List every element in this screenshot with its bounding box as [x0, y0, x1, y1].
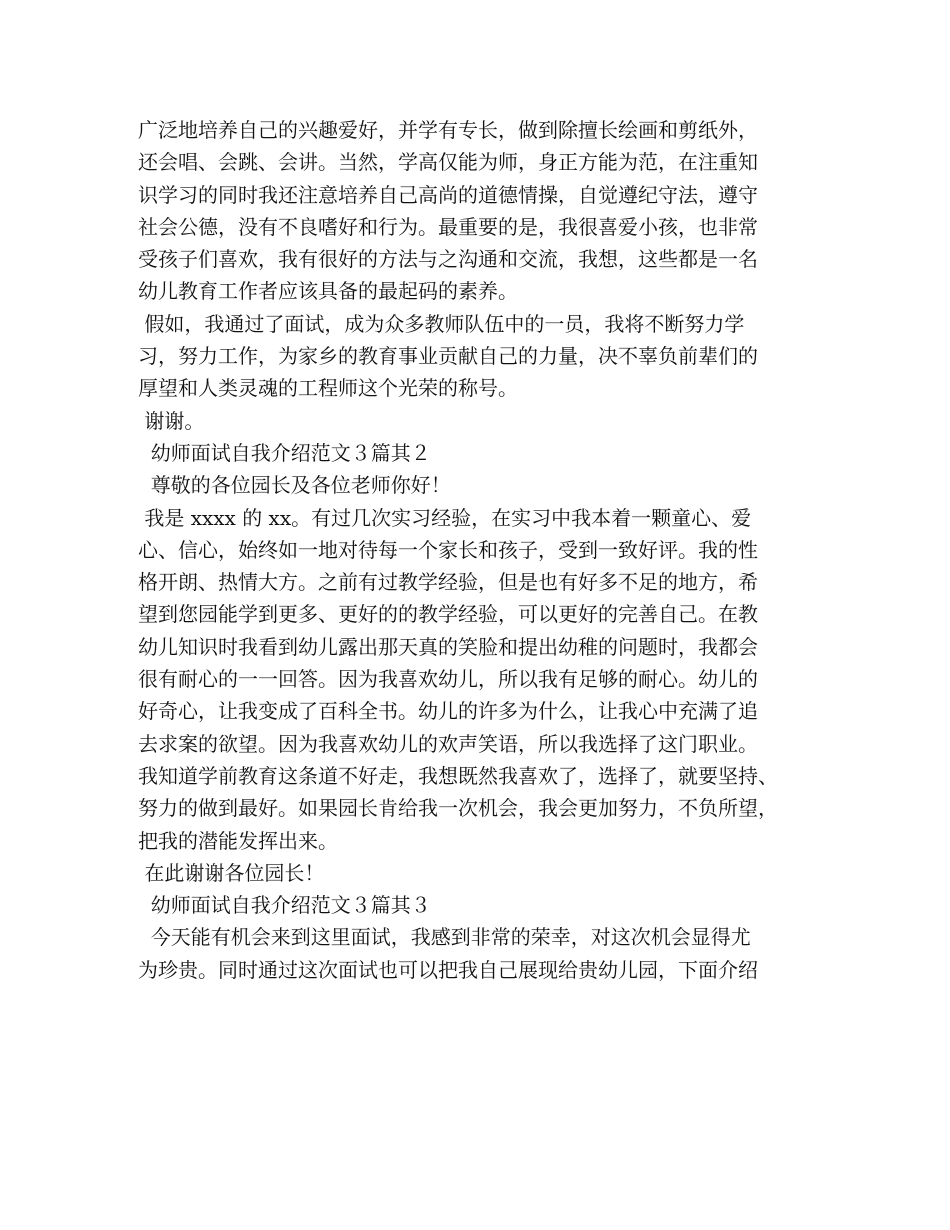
text-line: 社会公德，没有不良嗜好和行为。最重要的是，我很喜爱小孩，也非常 [138, 214, 758, 239]
text-line: 识学习的同时我还注意培养自己高尚的道德情操，自觉遵纪守法，遵守 [138, 182, 758, 207]
text-line: 格开朗、热情大方。之前有过教学经验，但是也有好多不足的地方，希 [138, 570, 758, 595]
text-line: 今天能有机会来到这里面试，我感到非常的荣幸，对这次机会显得尤 [138, 925, 751, 950]
section-heading: 幼师面试自我介绍范文３篇其２ [138, 440, 431, 465]
greeting-line: 尊敬的各位园长及各位老师你好！ [138, 473, 451, 498]
text-line: 厚望和人类灵魂的工程师这个光荣的称号。 [138, 376, 518, 401]
text-line: 很有耐心的一一回答。因为我喜欢幼儿，所以我有足够的耐心。幼儿的 [138, 667, 758, 692]
text-line: 广泛地培养自己的兴趣爱好，并学有专长，做到除擅长绘画和剪纸外， [138, 118, 758, 142]
text-line: 谢谢。 [138, 408, 205, 433]
text-line: 把我的潜能发挥出来。 [138, 828, 338, 853]
text-line: 望到您园能学到更多、更好的的教学经验，可以更好的完善自己。在教 [138, 602, 758, 627]
text-line: 好奇心，让我变成了百科全书。幼儿的许多为什么，让我心中充满了追 [138, 699, 758, 724]
text-line: 还会唱、会跳、会讲。当然，学高仅能为师，身正方能为范，在注重知 [138, 150, 758, 175]
text-line: 幼儿知识时我看到幼儿露出那天真的笑脸和提出幼稚的问题时，我都会 [138, 634, 758, 659]
text-line: 为珍贵。同时通过这次面试也可以把我自己展现给贵幼儿园，下面介绍 [138, 957, 758, 982]
section-heading: 幼师面试自我介绍范文３篇其３ [138, 893, 431, 918]
document-body [138, 114, 828, 986]
text-line: 心、信心，始终如一地对待每一个家长和孩子，受到一致好评。我的性 [138, 537, 758, 562]
text-line: 习，努力工作，为家乡的教育事业贡献自己的力量，决不辜负前辈们的 [138, 344, 758, 369]
text-line: 幼儿教育工作者应该具备的最起码的素养。 [138, 279, 518, 304]
text-line: 我知道学前教育这条道不好走，我想既然我喜欢了，选择了，就要坚持、 [138, 763, 778, 788]
text-line: 去求案的欲望。因为我喜欢幼儿的欢声笑语，所以我选择了这门职业。 [138, 731, 758, 756]
text-line: 假如，我通过了面试，成为众多教师队伍中的一员，我将不断努力学 [138, 311, 745, 336]
text-line: 努力的做到最好。如果园长肯给我一次机会，我会更加努力，不负所望， [138, 796, 778, 821]
text-line: 我是 xxxx 的 xx。有过几次实习经验，在实习中我本着一颗童心、爱 [138, 505, 752, 530]
text-line: 在此谢谢各位园长！ [138, 860, 325, 885]
text-line: 受孩子们喜欢，我有很好的方法与之沟通和交流，我想，这些都是一名 [138, 247, 758, 272]
